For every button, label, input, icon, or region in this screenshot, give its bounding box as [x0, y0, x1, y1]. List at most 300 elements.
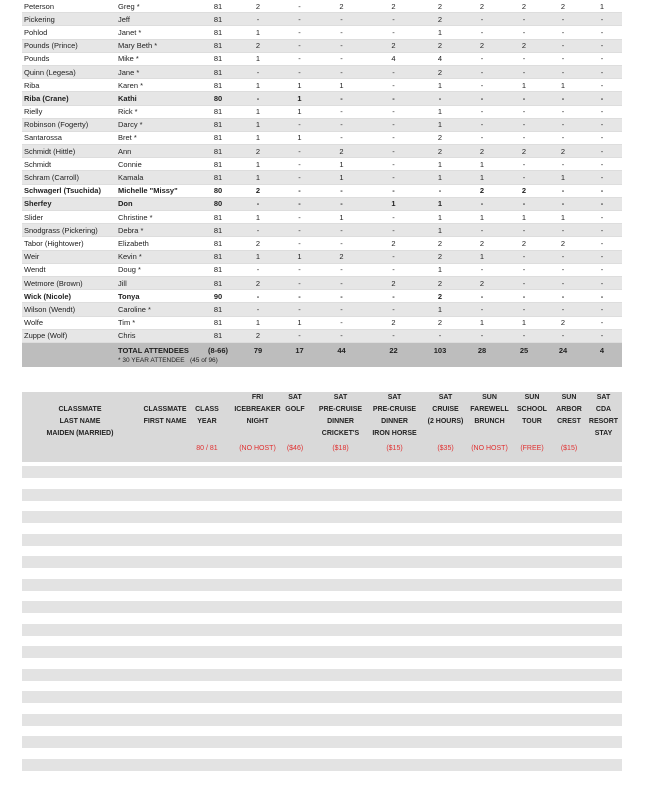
crickets-cell: - — [316, 92, 367, 105]
crickets-cell: - — [340, 238, 343, 248]
golf-cell: - — [283, 13, 316, 26]
icebreaker-cell: 1 — [255, 107, 261, 117]
golf-cell: 1 — [283, 250, 316, 263]
brunch-cell: - — [480, 54, 484, 64]
cruise-cell: 2 — [420, 65, 460, 78]
crickets-cell: 2 — [316, 250, 367, 263]
arbor-crest-cell: 1 — [544, 171, 582, 184]
icebreaker-cell: - — [233, 92, 283, 105]
icebreaker-cell: - — [256, 291, 260, 301]
attendee-row — [22, 158, 622, 171]
last-name-cell: Robinson (Fogerty) — [22, 118, 116, 131]
school-tour-cell: - — [522, 27, 526, 37]
iron-horse-cell: - — [392, 107, 395, 117]
iron-horse-cell: - — [392, 265, 395, 275]
header-class-year: CLASS YEAR — [195, 406, 219, 425]
iron-horse-cell: 2 — [391, 318, 396, 328]
attendee-row — [22, 52, 622, 65]
header-cruise: SAT CRUISE (2 HOURS) — [427, 394, 464, 425]
total-resort-stay: 4 — [599, 345, 605, 355]
cruise-cell: 2 — [420, 39, 460, 52]
arbor-crest-cell: - — [544, 92, 582, 105]
last-name-cell: Tabor (Hightower) — [24, 238, 84, 248]
icebreaker-cell: 2 — [255, 186, 261, 196]
attendee-row — [22, 145, 622, 158]
golf-cell: - — [298, 54, 301, 64]
crickets-cell: - — [340, 133, 343, 143]
cruise-cell: 1 — [420, 303, 460, 316]
first-name-cell: Christine * — [118, 212, 153, 222]
class-year-cell: 81 — [213, 27, 223, 37]
cruise-cell: 1 — [437, 212, 443, 222]
price-iron-horse: ($15) — [386, 445, 403, 452]
first-name-cell: Jill — [116, 276, 203, 289]
school-tour-cell: - — [504, 329, 544, 342]
cruise-cell: 1 — [437, 80, 443, 90]
total-iron-horse: 22 — [389, 345, 398, 355]
brunch-cell: - — [480, 291, 484, 301]
first-name-cell: Kevin * — [116, 250, 203, 263]
first-name-cell: Don — [116, 197, 203, 210]
icebreaker-cell: - — [256, 265, 260, 275]
blank-form-row — [22, 736, 622, 748]
golf-cell: - — [298, 186, 301, 196]
resort-stay-cell: - — [600, 186, 604, 196]
last-name-cell: Schram (Carroll) — [22, 171, 116, 184]
resort-stay-cell: - — [600, 265, 604, 275]
crickets-cell: - — [340, 186, 343, 196]
school-tour-cell: 2 — [521, 1, 527, 11]
blank-form-row — [22, 759, 622, 771]
icebreaker-cell: 1 — [255, 318, 261, 328]
first-name-cell: Caroline * — [116, 303, 203, 316]
cruise-cell: 1 — [420, 171, 460, 184]
crickets-cell: 1 — [339, 80, 344, 90]
last-name-cell: Zuppe (Wolf) — [22, 329, 116, 342]
attendee-row — [22, 290, 622, 303]
arbor-crest-cell: - — [561, 107, 565, 117]
cruise-cell: 2 — [437, 133, 443, 143]
golf-cell: - — [298, 1, 301, 11]
icebreaker-cell: 1 — [255, 159, 261, 169]
last-name-cell: Wetmore (Brown) — [22, 276, 116, 289]
first-name-cell: Doug * — [118, 265, 141, 275]
attendee-row — [22, 316, 622, 329]
arbor-crest-cell: - — [544, 329, 582, 342]
resort-stay-cell: - — [600, 238, 604, 248]
first-name-cell: Elizabeth — [118, 238, 149, 248]
school-tour-cell: - — [504, 118, 544, 131]
header-golf: SAT GOLF — [285, 394, 305, 413]
golf-cell: - — [283, 303, 316, 316]
last-name-cell: Pickering — [22, 13, 116, 26]
iron-horse-cell: - — [367, 329, 420, 342]
arbor-crest-cell: - — [561, 265, 565, 275]
arbor-crest-cell: - — [544, 39, 582, 52]
cruise-cell: - — [420, 92, 460, 105]
totals-year-range: (8-66) — [207, 345, 228, 355]
brunch-cell: - — [480, 265, 484, 275]
price-crickets: ($18) — [332, 445, 349, 452]
first-name-cell: Mike * — [118, 54, 139, 64]
resort-stay-cell: - — [582, 92, 622, 105]
attendee-row — [22, 197, 622, 210]
arbor-crest-cell: - — [544, 13, 582, 26]
crickets-cell: - — [340, 27, 343, 37]
first-name-cell: Kathi — [116, 92, 203, 105]
arbor-crest-cell: - — [544, 303, 582, 316]
iron-horse-cell: - — [392, 291, 395, 301]
price-arbor-crest: ($15) — [560, 445, 578, 452]
class-year-cell: 81 — [203, 303, 233, 316]
footnote — [118, 357, 218, 364]
school-tour-cell: - — [522, 265, 526, 275]
crickets-cell: - — [316, 224, 367, 237]
icebreaker-cell: - — [233, 65, 283, 78]
last-name-cell: Snodgrass (Pickering) — [22, 224, 116, 237]
attendee-row — [22, 171, 622, 184]
crickets-cell: 1 — [339, 212, 344, 222]
arbor-crest-cell: - — [561, 291, 565, 301]
class-year-cell: 81 — [213, 265, 223, 275]
crickets-cell: - — [316, 329, 367, 342]
iron-horse-cell: - — [367, 303, 420, 316]
attendee-row — [22, 26, 622, 39]
last-name-cell: Slider — [24, 212, 44, 222]
icebreaker-cell: - — [233, 197, 283, 210]
crickets-cell: - — [340, 107, 343, 117]
blank-form-row — [22, 466, 622, 478]
last-name-cell: Peterson — [24, 1, 55, 11]
crickets-cell: - — [340, 54, 343, 64]
golf-cell: - — [298, 238, 301, 248]
attendee-row — [22, 303, 622, 316]
total-school-tour: 25 — [519, 345, 529, 355]
cruise-cell: 2 — [437, 318, 443, 328]
school-tour-cell: - — [504, 13, 544, 26]
school-tour-cell: - — [504, 224, 544, 237]
icebreaker-cell: 2 — [255, 238, 261, 248]
last-name-cell: Wolfe — [24, 318, 44, 328]
icebreaker-cell: 1 — [233, 118, 283, 131]
resort-stay-cell: - — [582, 145, 622, 158]
first-name-cell: Janet * — [118, 27, 142, 37]
school-tour-cell: 2 — [504, 145, 544, 158]
first-name-cell: Kamala — [116, 171, 203, 184]
crickets-cell: - — [340, 291, 343, 301]
resort-stay-cell: - — [582, 276, 622, 289]
blank-form-row — [22, 669, 622, 681]
school-tour-cell: 1 — [521, 212, 527, 222]
resort-stay-cell: - — [582, 250, 622, 263]
attendee-row — [22, 92, 622, 105]
school-tour-cell: - — [504, 250, 544, 263]
brunch-cell: 2 — [479, 238, 485, 248]
attendee-row — [22, 329, 622, 342]
resort-stay-cell: - — [600, 133, 604, 143]
golf-cell: - — [298, 212, 301, 222]
brunch-cell: - — [460, 13, 504, 26]
first-name-cell: Chris — [116, 329, 203, 342]
last-name-cell: Pounds — [24, 54, 50, 64]
attendee-row — [22, 211, 622, 224]
crickets-cell: - — [340, 265, 343, 275]
header-icebreaker: FRI ICEBREAKER NIGHT — [234, 394, 281, 425]
golf-cell: - — [283, 329, 316, 342]
blank-form-row — [22, 691, 622, 703]
iron-horse-cell: 2 — [367, 276, 420, 289]
class-year-cell: 81 — [213, 1, 223, 11]
blank-form-row — [22, 534, 622, 546]
resort-stay-cell: - — [582, 65, 622, 78]
blank-form-row — [22, 579, 622, 591]
last-name-cell: Schmidt (Hittle) — [22, 145, 116, 158]
attendee-row — [22, 184, 622, 197]
header-resort-stay: SAT CDA RESORT STAY — [588, 394, 619, 437]
school-tour-cell: 1 — [521, 318, 527, 328]
footnote-count: (45 of 96) — [190, 357, 218, 364]
attendee-row — [22, 276, 622, 289]
header-crickets: SAT PRE-CRUISE DINNER CRICKET'S — [318, 394, 363, 437]
brunch-cell: - — [460, 118, 504, 131]
icebreaker-cell: 1 — [255, 133, 261, 143]
school-tour-cell: - — [522, 291, 526, 301]
resort-stay-cell: - — [582, 39, 622, 52]
blank-form-row — [22, 511, 622, 523]
last-name-cell: Santarossa — [24, 133, 62, 143]
cruise-cell: - — [438, 186, 442, 196]
last-name-cell: Pounds (Prince) — [22, 39, 116, 52]
attendee-table-wrap — [22, 0, 622, 343]
cruise-cell: 1 — [420, 224, 460, 237]
crickets-cell: - — [316, 276, 367, 289]
resort-stay-cell: - — [600, 291, 604, 301]
header-arbor-crest: SUN ARBOR CREST — [556, 394, 582, 425]
attendee-row — [22, 79, 622, 92]
crickets-cell: 2 — [339, 1, 344, 11]
iron-horse-cell: 2 — [367, 39, 420, 52]
brunch-cell: 1 — [479, 212, 485, 222]
blank-form-row — [22, 556, 622, 568]
last-name-cell: Wendt — [24, 265, 46, 275]
crickets-cell: - — [316, 39, 367, 52]
class-year-cell: 81 — [213, 238, 223, 248]
resort-stay-cell: - — [582, 329, 622, 342]
cruise-cell: 1 — [437, 159, 443, 169]
school-tour-cell: 1 — [521, 80, 527, 90]
last-name-cell: Schwagerl (Tsuchida) — [24, 186, 101, 196]
first-name-cell: Michelle "Missy" — [118, 186, 178, 196]
blank-form-row — [22, 601, 622, 613]
brunch-cell: 2 — [479, 1, 485, 11]
arbor-crest-cell: 1 — [560, 212, 566, 222]
school-tour-cell: - — [504, 65, 544, 78]
last-name-cell: Weir — [22, 250, 116, 263]
first-name-cell: Tim * — [118, 318, 136, 328]
last-name-cell: Sherfey — [22, 197, 116, 210]
golf-cell: 1 — [297, 80, 302, 90]
first-name-cell: Rick * — [118, 107, 138, 117]
arbor-crest-cell: - — [561, 186, 565, 196]
class-year-cell: 81 — [203, 65, 233, 78]
last-name-cell: Pohlod — [24, 27, 48, 37]
attendee-row — [22, 0, 622, 13]
resort-stay-cell: - — [600, 54, 604, 64]
golf-cell: - — [283, 276, 316, 289]
class-year-cell: 81 — [203, 329, 233, 342]
cruise-cell: 1 — [437, 265, 443, 275]
resort-stay-cell: - — [600, 107, 604, 117]
resort-stay-cell: - — [582, 118, 622, 131]
golf-cell: - — [283, 65, 316, 78]
cruise-cell: 1 — [437, 27, 443, 37]
class-year-cell: 81 — [213, 54, 223, 64]
school-tour-cell: 2 — [504, 39, 544, 52]
arbor-crest-cell: - — [544, 197, 582, 210]
icebreaker-cell: 1 — [255, 212, 261, 222]
total-golf: 17 — [295, 345, 304, 355]
arbor-crest-cell: 2 — [560, 1, 566, 11]
icebreaker-cell: 1 — [233, 171, 283, 184]
crickets-cell: - — [316, 13, 367, 26]
first-name-cell: Tonya — [118, 291, 140, 301]
brunch-cell: - — [460, 303, 504, 316]
cruise-cell: 1 — [420, 197, 460, 210]
iron-horse-cell: - — [392, 80, 395, 90]
last-name-cell: Riba (Crane) — [22, 92, 116, 105]
resort-stay-cell: - — [600, 80, 604, 90]
iron-horse-cell: - — [392, 27, 395, 37]
school-tour-cell: - — [522, 107, 526, 117]
brunch-cell: 2 — [460, 276, 504, 289]
class-year-cell: 81 — [213, 107, 223, 117]
header-school-tour: SUN SCHOOL TOUR — [517, 394, 547, 425]
class-year-cell: 80 — [213, 186, 223, 196]
golf-cell: - — [283, 197, 316, 210]
crickets-cell: 1 — [316, 171, 367, 184]
icebreaker-cell: 2 — [233, 329, 283, 342]
golf-cell: - — [298, 291, 301, 301]
crickets-cell: - — [316, 197, 367, 210]
blank-form-row — [22, 489, 622, 501]
iron-horse-cell: 1 — [367, 197, 420, 210]
last-name-cell: Schmidt — [24, 159, 52, 169]
first-name-cell: Connie — [118, 159, 142, 169]
arbor-crest-cell: - — [544, 224, 582, 237]
icebreaker-cell: 2 — [233, 276, 283, 289]
blank-form-row — [22, 714, 622, 726]
iron-horse-cell: 4 — [391, 54, 396, 64]
resort-stay-cell: - — [582, 171, 622, 184]
class-year-cell: 81 — [203, 171, 233, 184]
arbor-crest-cell: - — [561, 54, 565, 64]
icebreaker-cell: 1 — [233, 250, 283, 263]
class-year-cell: 81 — [203, 118, 233, 131]
school-tour-cell: - — [504, 171, 544, 184]
iron-horse-cell: - — [392, 133, 395, 143]
brunch-cell: - — [480, 107, 484, 117]
golf-cell: 1 — [297, 318, 302, 328]
crickets-cell: - — [316, 118, 367, 131]
resort-stay-cell: - — [600, 27, 604, 37]
blank-form-header — [22, 392, 622, 462]
resort-stay-cell: - — [582, 13, 622, 26]
attendee-table — [22, 0, 622, 343]
arbor-crest-cell: - — [561, 133, 565, 143]
first-name-cell: Karen * — [118, 80, 144, 90]
header-first-name: CLASSMATE FIRST NAME — [143, 406, 187, 425]
blank-form-row — [22, 646, 622, 658]
attendee-row — [22, 131, 622, 144]
total-arbor-crest: 24 — [558, 345, 568, 355]
school-tour-cell: - — [504, 303, 544, 316]
brunch-cell: - — [460, 92, 504, 105]
class-year-cell: 81 — [213, 212, 223, 222]
cruise-cell: 2 — [420, 13, 460, 26]
price-cruise: ($35) — [437, 445, 454, 452]
brunch-cell: - — [480, 80, 484, 90]
crickets-cell: 1 — [339, 159, 344, 169]
arbor-crest-cell: - — [544, 276, 582, 289]
icebreaker-cell: - — [233, 303, 283, 316]
school-tour-cell: 2 — [521, 186, 527, 196]
cruise-cell: 2 — [437, 291, 443, 301]
total-icebreaker: 79 — [253, 345, 263, 355]
arbor-crest-cell: 2 — [544, 145, 582, 158]
iron-horse-cell: - — [367, 250, 420, 263]
resort-stay-cell: - — [600, 318, 604, 328]
cruise-cell: 2 — [437, 238, 443, 248]
iron-horse-cell: - — [367, 92, 420, 105]
first-name-cell: Greg * — [118, 1, 140, 11]
blank-form-row — [22, 624, 622, 636]
icebreaker-cell: 1 — [255, 80, 261, 90]
iron-horse-cell: - — [392, 212, 395, 222]
brunch-cell: - — [480, 27, 484, 37]
price-class-year: 80 / 81 — [196, 445, 218, 452]
brunch-cell: - — [460, 197, 504, 210]
class-year-cell: 81 — [203, 276, 233, 289]
price-icebreaker: (NO HOST) — [239, 445, 276, 452]
cruise-cell: 2 — [437, 1, 443, 11]
icebreaker-cell: - — [233, 224, 283, 237]
golf-cell: 1 — [283, 92, 316, 105]
iron-horse-cell: - — [367, 65, 420, 78]
resort-stay-cell: - — [582, 224, 622, 237]
attendee-row — [22, 250, 622, 263]
resort-stay-cell: 1 — [599, 1, 605, 11]
brunch-cell: 1 — [460, 171, 504, 184]
arbor-crest-cell: 1 — [560, 80, 566, 90]
totals-label: TOTAL ATTENDEES — [118, 345, 189, 355]
crickets-cell: - — [340, 318, 343, 328]
first-name-cell: Jeff — [116, 13, 203, 26]
iron-horse-cell: 2 — [391, 238, 396, 248]
school-tour-cell: - — [504, 276, 544, 289]
class-year-cell: 81 — [203, 250, 233, 263]
icebreaker-cell: 2 — [233, 145, 283, 158]
iron-horse-cell: - — [367, 118, 420, 131]
icebreaker-cell: 1 — [255, 27, 261, 37]
total-cruise: 103 — [433, 345, 447, 355]
attendee-row — [22, 263, 622, 276]
last-name-cell: Quinn (Legesa) — [22, 65, 116, 78]
first-name-cell: Jane * — [116, 65, 203, 78]
iron-horse-cell: 2 — [391, 1, 396, 11]
attendee-row — [22, 224, 622, 237]
school-tour-cell: - — [522, 133, 526, 143]
crickets-cell: - — [316, 65, 367, 78]
